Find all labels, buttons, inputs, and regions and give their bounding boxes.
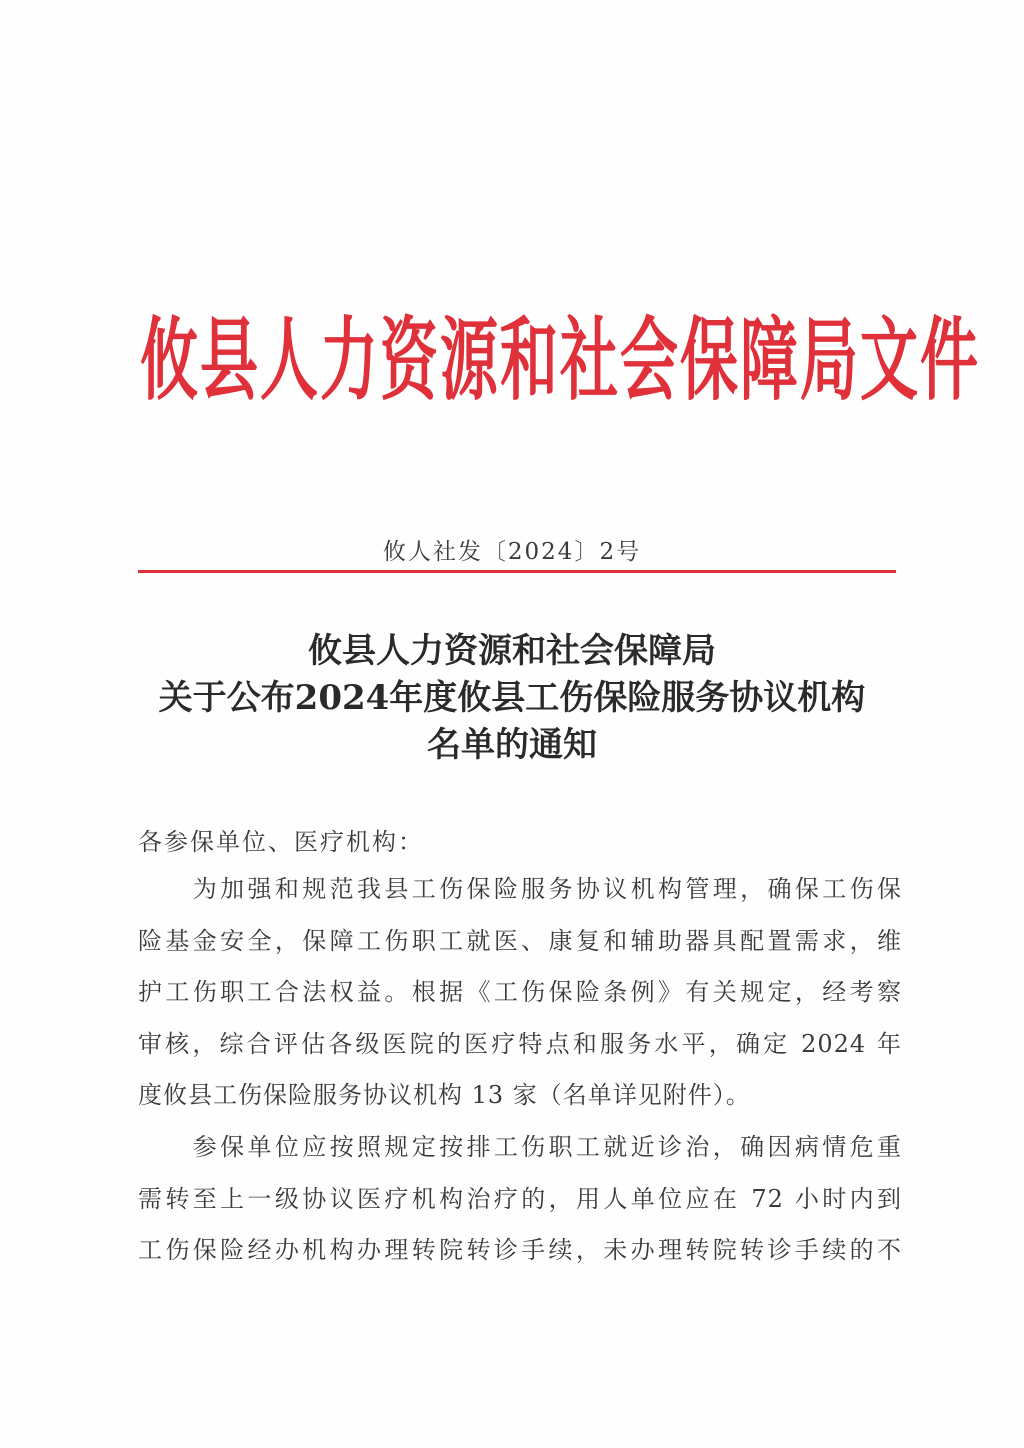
paragraph-2-line: 工伤保险经办机构办理转院转诊手续，未办理转院转诊手续的不 xyxy=(138,1236,902,1264)
red-divider-line xyxy=(138,570,896,573)
document-title xyxy=(0,628,1024,769)
red-header-title: 攸县人力资源和社会保障局文件 xyxy=(140,307,981,413)
paragraph-2 xyxy=(138,1122,902,1277)
salutation: 各参保单位、医疗机构： xyxy=(138,828,424,856)
paragraph-1-line: 为加强和规范我县工伤保险服务协议机构管理，确保工伤保 xyxy=(138,875,902,903)
paragraph-1-line: 护工伤职工合法权益。根据《工伤保险条例》有关规定，经考察 xyxy=(138,978,902,1006)
paragraph-1-line: 度攸县工伤保险服务协议机构 13 家（名单详见附件）。 xyxy=(138,1081,751,1109)
title-line-3: 名单的通知 xyxy=(427,725,597,765)
paragraph-1-line: 险基金安全，保障工伤职工就医、康复和辅助器具配置需求，维 xyxy=(138,926,902,955)
paragraph-1-line: 审核，综合评估各级医院的医疗特点和服务水平，确定 2024 年 xyxy=(138,1029,902,1058)
title-line-2: 关于公布2024年度攸县工伤保险服务协议机构 xyxy=(158,678,866,718)
document-number: 攸人社发〔2024〕2号 xyxy=(382,539,642,565)
paragraph-1 xyxy=(138,864,902,1122)
paragraph-2-line: 参保单位应按照规定按排工伤职工就近诊治，确因病情危重 xyxy=(138,1133,902,1161)
title-line-1: 攸县人力资源和社会保障局 xyxy=(308,631,716,671)
paragraph-2-line: 需转至上一级协议医疗机构治疗的，用人单位应在 72 小时内到 xyxy=(138,1184,902,1213)
